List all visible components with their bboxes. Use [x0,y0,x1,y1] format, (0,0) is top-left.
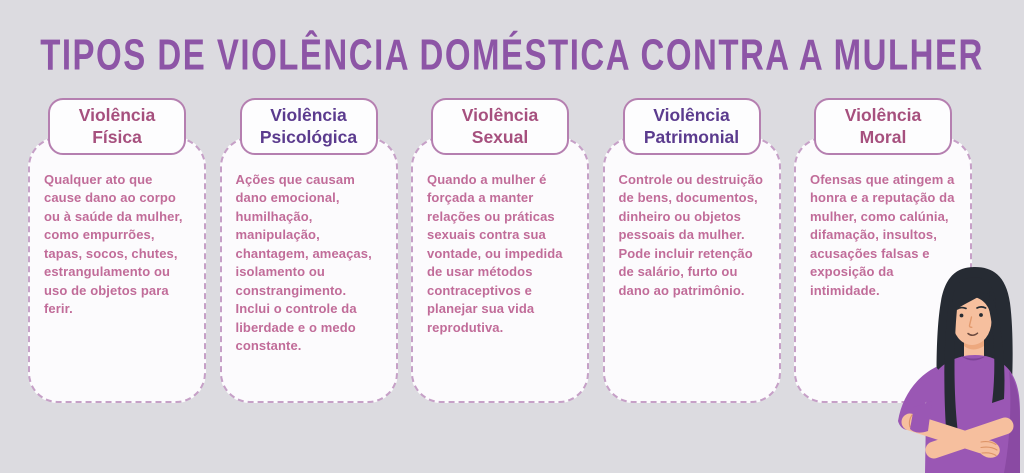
card-description: Controle ou destruição de bens, documentos, dinheiro ou objetos pessoais da mulher. Pode incluir retenção de salário, furto ou dano ao patrimônio. [618,172,763,298]
badge-violencia-fisica [48,98,186,155]
card-title: Violência Patrimonial [643,105,740,147]
card-description: Qualquer ato que cause dano ao corpo ou à saúde da mulher, como empurrões, tapas, socos, chutes, estrangulamento ou uso de objetos para ferir. [44,172,183,317]
badge-violencia-patrimonial [623,98,761,155]
card-body-violencia-fisica [28,137,206,403]
cards-row [28,98,972,403]
page-title: TIPOS DE VIOLÊNCIA DOMÉSTICA CONTRA A MULHER [40,29,984,79]
right-eye [979,313,983,317]
card-description: Ofensas que atingem a honra e a reputação da mulher, como calúnia, difamação, insultos, acusações falsas e exposição da intimidade. [810,172,955,298]
card-title: Violência Física [78,105,156,147]
card-title: Violência Sexual [461,105,539,147]
card-violencia-patrimonial [603,98,781,403]
card-title: Violência Psicológica [259,105,358,147]
card-violencia-sexual [411,98,589,403]
card-body-violencia-psicologica [220,137,398,403]
card-description: Quando a mulher é forçada a manter relações ou práticas sexuais contra sua vontade, ou impedida de usar métodos contraceptivos e planejar sua vida reprodutiva. [427,172,563,335]
badge-violencia-psicologica [240,98,378,155]
left-eye [960,314,964,318]
card-title: Violência Moral [844,105,922,147]
card-body-violencia-patrimonial [603,137,781,403]
woman-arms-crossed-illustration [892,261,1024,473]
card-violencia-psicologica [220,98,398,403]
page-header [0,24,1024,86]
card-body-violencia-sexual [411,137,589,403]
card-violencia-fisica [28,98,206,403]
badge-violencia-sexual [431,98,569,155]
badge-violencia-moral [814,98,952,155]
card-description: Ações que causam dano emocional, humilhação, manipulação, chantagem, ameaças, isolamento ou constrangimento. Inclui o controle da liberdade e o medo constante. [235,172,372,354]
